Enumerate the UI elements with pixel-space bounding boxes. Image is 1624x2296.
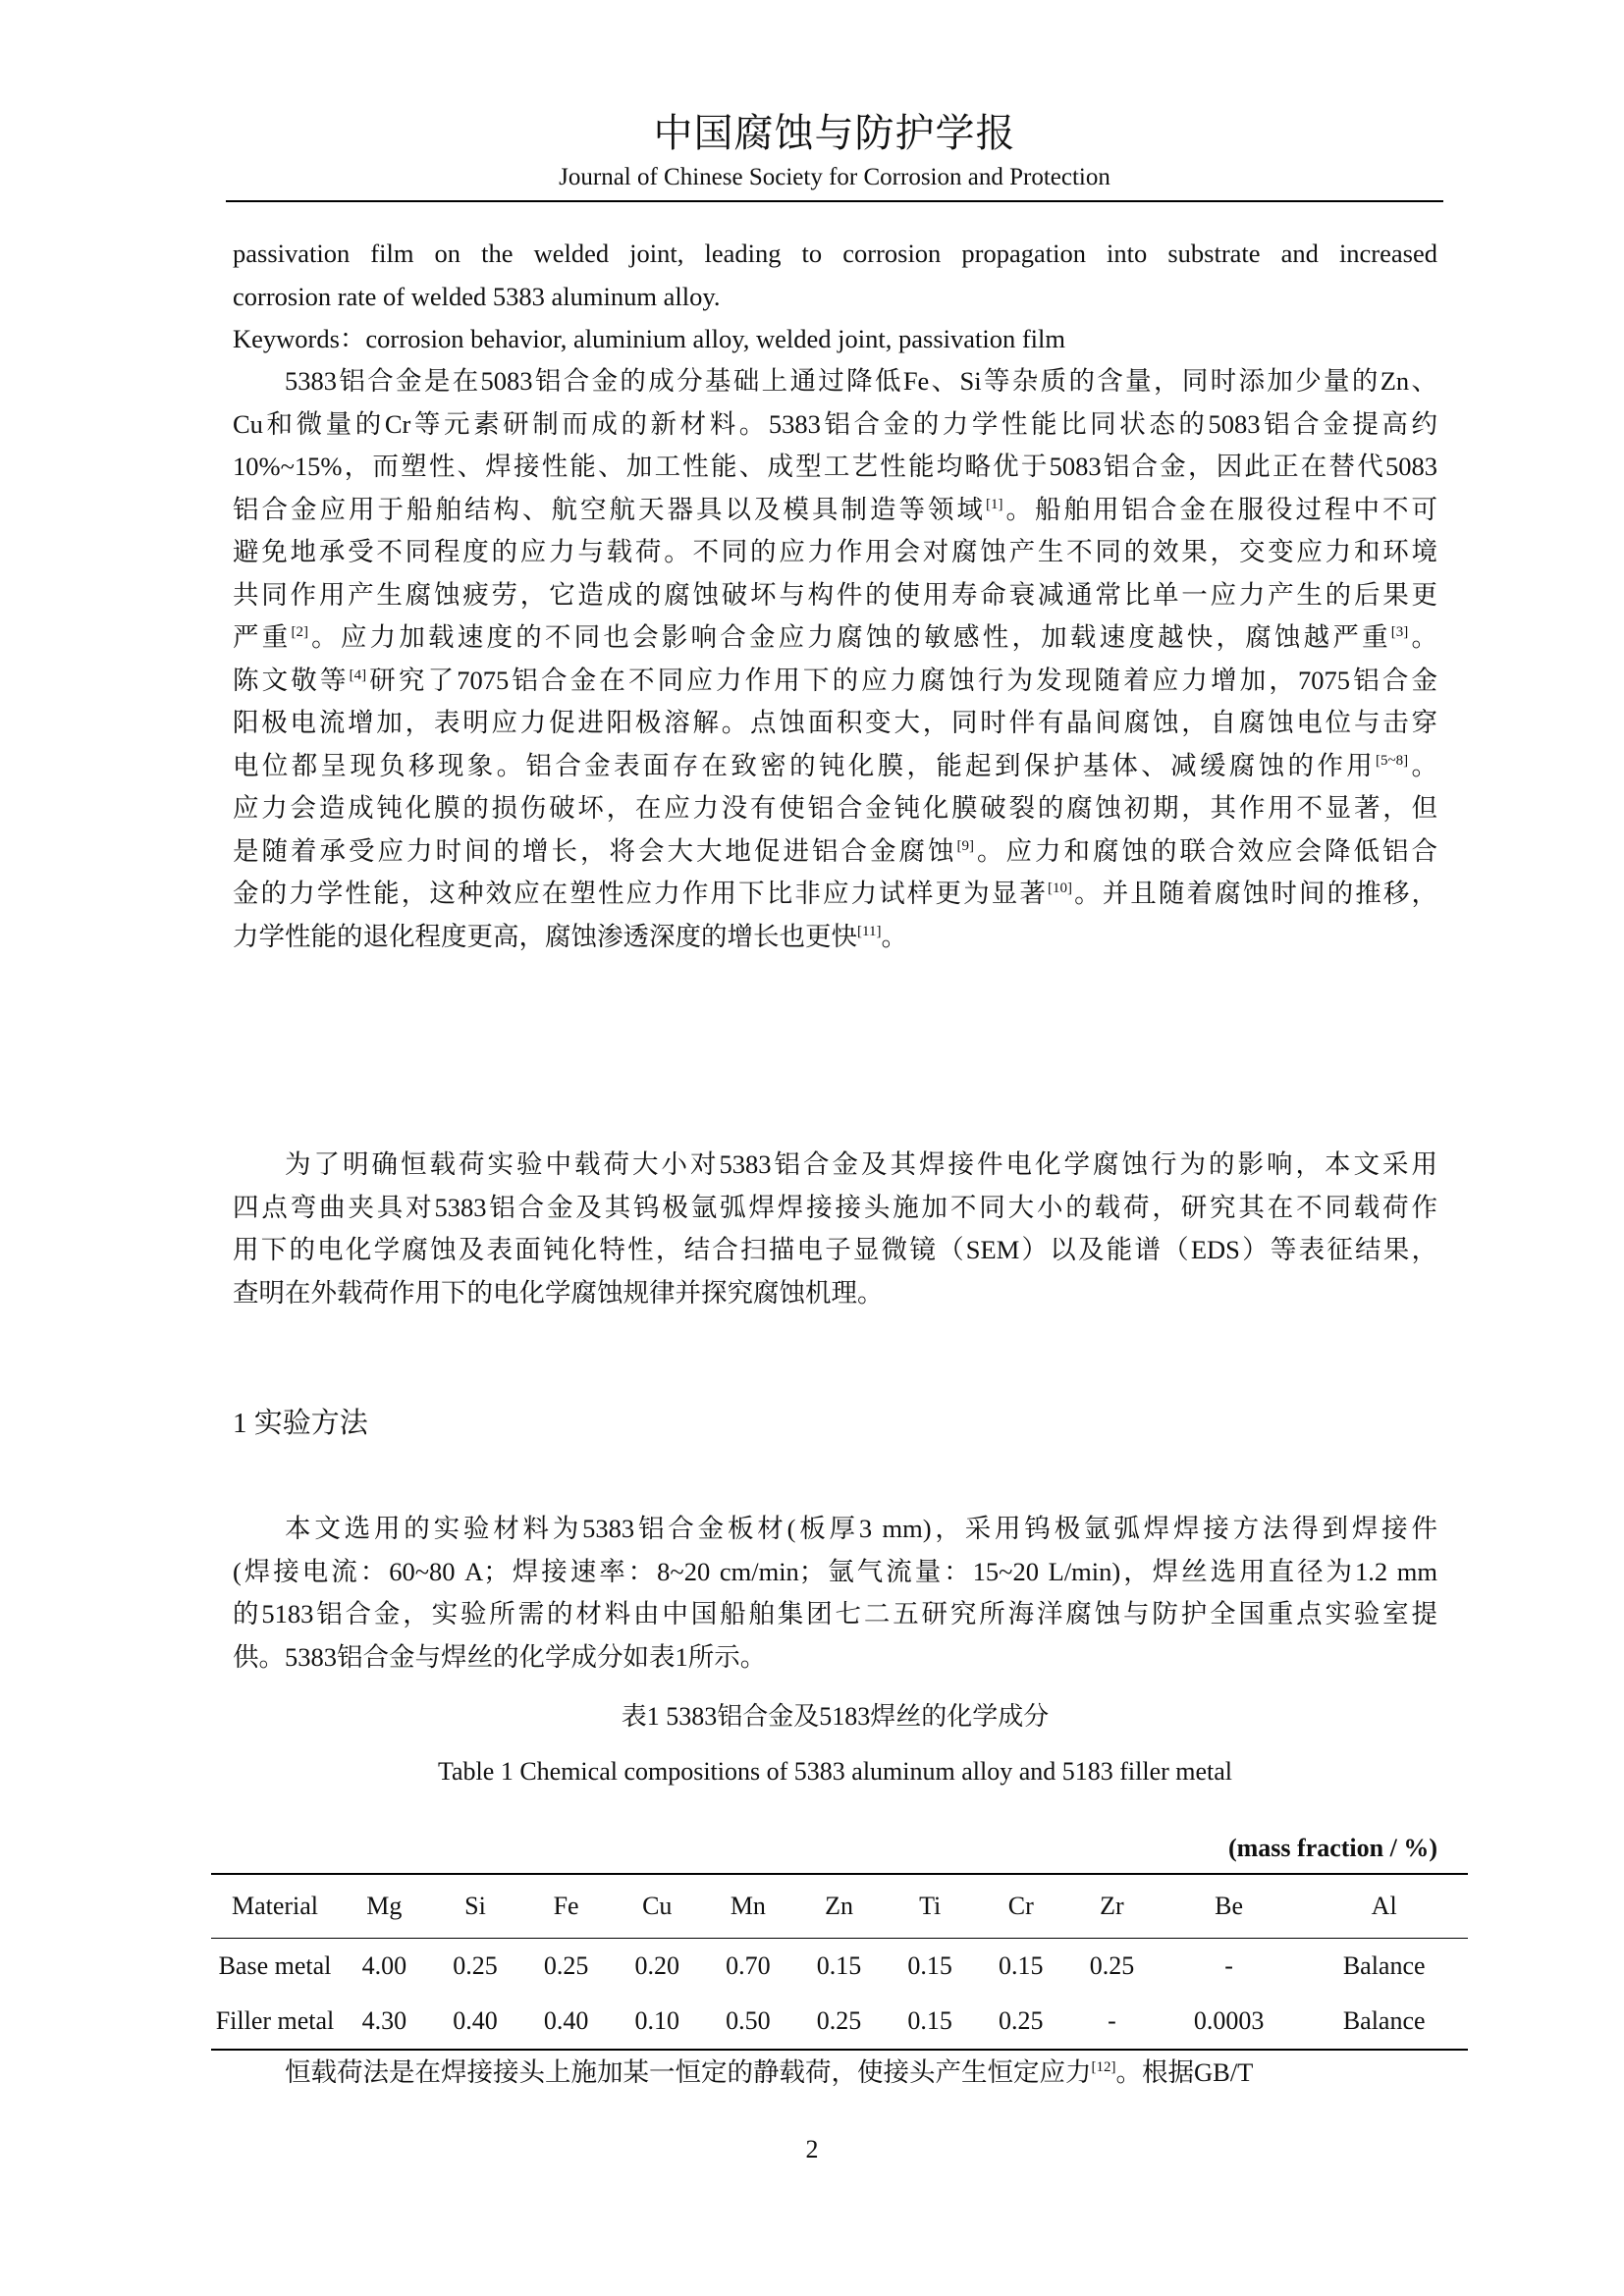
table-header-cell: Cr [975,1874,1066,1939]
line-text: 避免地承受不同程度的应力与载荷。不同的应力作用会对腐蚀产生不同的效果，交变应力和环境 [233,537,1437,566]
text-line [233,745,1437,788]
intro-paragraph-2 [233,1144,1437,1314]
citation-ref: [9] [956,837,974,854]
table-header-cell: Material [211,1874,339,1939]
citation-ref: [1] [986,496,1003,512]
line-text: 阳极电流增加，表明应力促进阳极溶解。点蚀面积变大，同时伴有晶间腐蚀，自腐蚀电位与击穿 [233,708,1437,737]
line-text: 严重 [233,622,292,652]
line-text: 恒载荷法是在焊接接头上施加某一恒定的静载荷，使接头产生恒定应力 [285,2057,1092,2087]
abstract-line: passivation film on the welded joint, leading to corrosion propagation into substrate and increased [233,239,1437,268]
text-line [233,1144,1437,1187]
table-header-row [211,1874,1468,1939]
table-header-cell: Al [1300,1874,1468,1939]
table-cell: 0.15 [907,1951,952,1980]
table-cell: 0.50 [703,1994,794,2050]
table-cell: - [1224,1951,1233,1980]
text-line [233,702,1437,745]
journal-title-en: Journal of Chinese Society for Corrosion and Protection [559,164,1110,190]
line-text: 。 [1408,622,1438,652]
text-line [233,531,1437,574]
citation-ref: [4] [349,667,367,683]
line-text: 。应力和腐蚀的联合效应会降低铝合 [974,835,1437,866]
table-cell: - [1066,1994,1158,2050]
text-line [233,1551,1437,1594]
line-text: 查明在外载荷作用下的电化学腐蚀规律并探究腐蚀机理。 [233,1277,884,1308]
header-rule [226,200,1443,202]
table-cell: 0.40 [430,1994,521,2050]
line-text: 的5183铝合金，实验所需的材料由中国船舶集团七二五研究所海洋腐蚀与防护全国重点实验室提 [233,1599,1437,1629]
line-text: 四点弯曲夹具对5383铝合金及其钨极氩弧焊焊接接头施加不同大小的载荷，研究其在不同载荷作 [233,1192,1437,1222]
page-number: 2 [805,2135,819,2163]
text-line [233,873,1437,916]
text-line [233,616,1437,660]
line-text: 共同作用产生腐蚀疲劳，它造成的腐蚀破坏与构件的使用寿命衰减通常比单一应力产生的后果更 [233,579,1437,610]
text-line [233,1187,1437,1230]
table-cell: 0.15 [885,1994,976,2050]
journal-header [226,106,1443,194]
table-cell: Balance [1342,1951,1426,1980]
text-line [233,1508,1437,1551]
text-line [233,1593,1437,1636]
line-text: 力学性能的退化程度更高，腐蚀渗透深度的增长也更快 [233,921,857,951]
line-text: 。船舶用铝合金在服役过程中不可 [1002,494,1437,524]
table-header-cell: Si [430,1874,521,1939]
line-text: 陈文敬等 [233,665,350,695]
table-header-cell: Be [1158,1874,1301,1939]
table-cell: 4.00 [361,1951,407,1980]
citation-ref: [12] [1091,2059,1116,2076]
text-line [233,1229,1437,1272]
table-header-cell: Fe [520,1874,612,1939]
citation-ref: [5~8] [1376,752,1409,769]
table-header-cell: Cu [612,1874,703,1939]
text-line [233,916,1437,959]
table-cell: 0.25 [1089,1951,1135,1980]
section-heading: 1 实验方法 [233,1408,368,1439]
text-line [233,489,1437,532]
text-line [233,1636,1437,1680]
text-line [233,2052,1437,2095]
table-header-cell: Zr [1066,1874,1158,1939]
table-cell: 0.20 [634,1951,679,1980]
line-text: Cu和微量的Cr等元素研制而成的新材料。5383铝合金的力学性能比同状态的5083铝合金提高约 [233,408,1437,439]
keywords: Keywords：corrosion behavior, aluminium alloy, welded joint, passivation film [233,324,1066,353]
table-cell: Balance [1300,1994,1468,2050]
table-cell: 0.25 [453,1951,498,1980]
line-text: 研究了7075铝合金在不同应力作用下的应力腐蚀行为发现随着应力增加，7075铝合金 [366,665,1438,695]
table-cell: 0.10 [612,1994,703,2050]
composition-table [211,1873,1468,2051]
table-cell: 0.25 [793,1994,885,2050]
citation-ref: [2] [291,624,308,641]
text-line [233,446,1437,489]
line-text: 用下的电化学腐蚀及表面钝化特性，结合扫描电子显微镜（SEM）以及能谱（EDS）等表征结果， [233,1235,1437,1264]
table-body [211,1939,1468,2051]
line-text: 金的力学性能，这种效应在塑性应力作用下比非应力试样更为显著 [233,879,1048,908]
after-table-paragraph [233,2052,1437,2095]
text-line [233,360,1437,403]
table-cell: 0.0003 [1158,1994,1301,2050]
table-cell: 0.25 [543,1951,589,1980]
journal-title-cn: 中国腐蚀与防护学报 [653,111,1016,156]
text-line [233,574,1437,617]
line-text: 。并且随着腐蚀时间的推移， [1071,879,1438,908]
table-unit: (mass fraction / %) [1227,1834,1437,1862]
text-line [233,1272,1437,1315]
table-cell: 4.30 [339,1994,430,2050]
line-text: 供。5383铝合金与焊丝的化学成分如表1所示。 [233,1641,767,1672]
text-line [233,830,1437,874]
table-cell: 0.25 [975,1994,1066,2050]
line-text: 是随着承受应力时间的增长，将会大大地促进铝合金腐蚀 [233,835,957,866]
table-cell: Base metal [218,1951,332,1980]
line-text: (焊接电流：60~80 A；焊接速率：8~20 cm/min；氩气流量：15~20 L/min)，焊丝选用直径为1.2 mm [233,1556,1437,1586]
table-row [211,1939,1468,1995]
citation-ref: [10] [1047,881,1072,897]
table-caption-en: Table 1 Chemical compositions of 5383 aluminum alloy and 5183 filler metal [437,1757,1233,1786]
line-text: 。根据GB/T [1115,2057,1254,2087]
line-text: 本文选用的实验材料为5383铝合金板材(板厚3 mm)，采用钨极氩弧焊焊接方法得到焊接件 [285,1514,1437,1543]
table-cell: 0.15 [816,1951,862,1980]
table-cell: Filler metal [211,1994,339,2050]
table-header-cell: Zn [793,1874,885,1939]
text-line [233,403,1437,447]
line-text: 。 [1408,750,1438,780]
abstract-tail [233,233,1437,361]
table-cell: 0.15 [999,1951,1044,1980]
table-caption-cn: 表1 5383铝合金及5183焊丝的化学成分 [621,1702,1050,1731]
line-text: 为了明确恒载荷实验中载荷大小对5383铝合金及其焊接件电化学腐蚀行为的影响，本文采用 [285,1149,1437,1179]
line-text: 。应力加载速度的不同也会影响合金应力腐蚀的敏感性，加载速度越快，腐蚀越严重 [307,622,1391,652]
citation-ref: [11] [857,923,882,939]
citation-ref: [3] [1390,624,1409,641]
line-text: 。 [881,921,907,951]
text-line [233,787,1437,830]
table-row [211,1994,1468,2050]
abstract-line: corrosion rate of welded 5383 aluminum alloy. [233,281,721,311]
line-text: 铝合金应用于船舶结构、航空航天器具以及模具制造等领域 [233,494,986,524]
table-header-cell: Mn [703,1874,794,1939]
line-text: 应力会造成钝化膜的损伤破坏，在应力没有使铝合金钝化膜破裂的腐蚀初期，其作用不显著，但 [233,793,1437,823]
table-cell: 0.40 [520,1994,612,2050]
intro-paragraph-1 [233,360,1437,958]
line-text: 电位都呈现负移现象。铝合金表面存在致密的钝化膜，能起到保护基体、减缓腐蚀的作用 [233,750,1377,780]
table-header-cell: Ti [885,1874,976,1939]
table-header-cell: Mg [339,1874,430,1939]
line-text: 5383铝合金是在5083铝合金的成分基础上通过降低Fe、Si等杂质的含量，同时添加少量的Zn、 [285,366,1437,396]
methods-paragraph [233,1508,1437,1679]
table-cell: 0.70 [726,1951,771,1980]
line-text: 10%~15%，而塑性、焊接性能、加工性能、成型工艺性能均略优于5083铝合金，因此正在替代5083 [233,452,1437,481]
text-line [233,660,1437,703]
